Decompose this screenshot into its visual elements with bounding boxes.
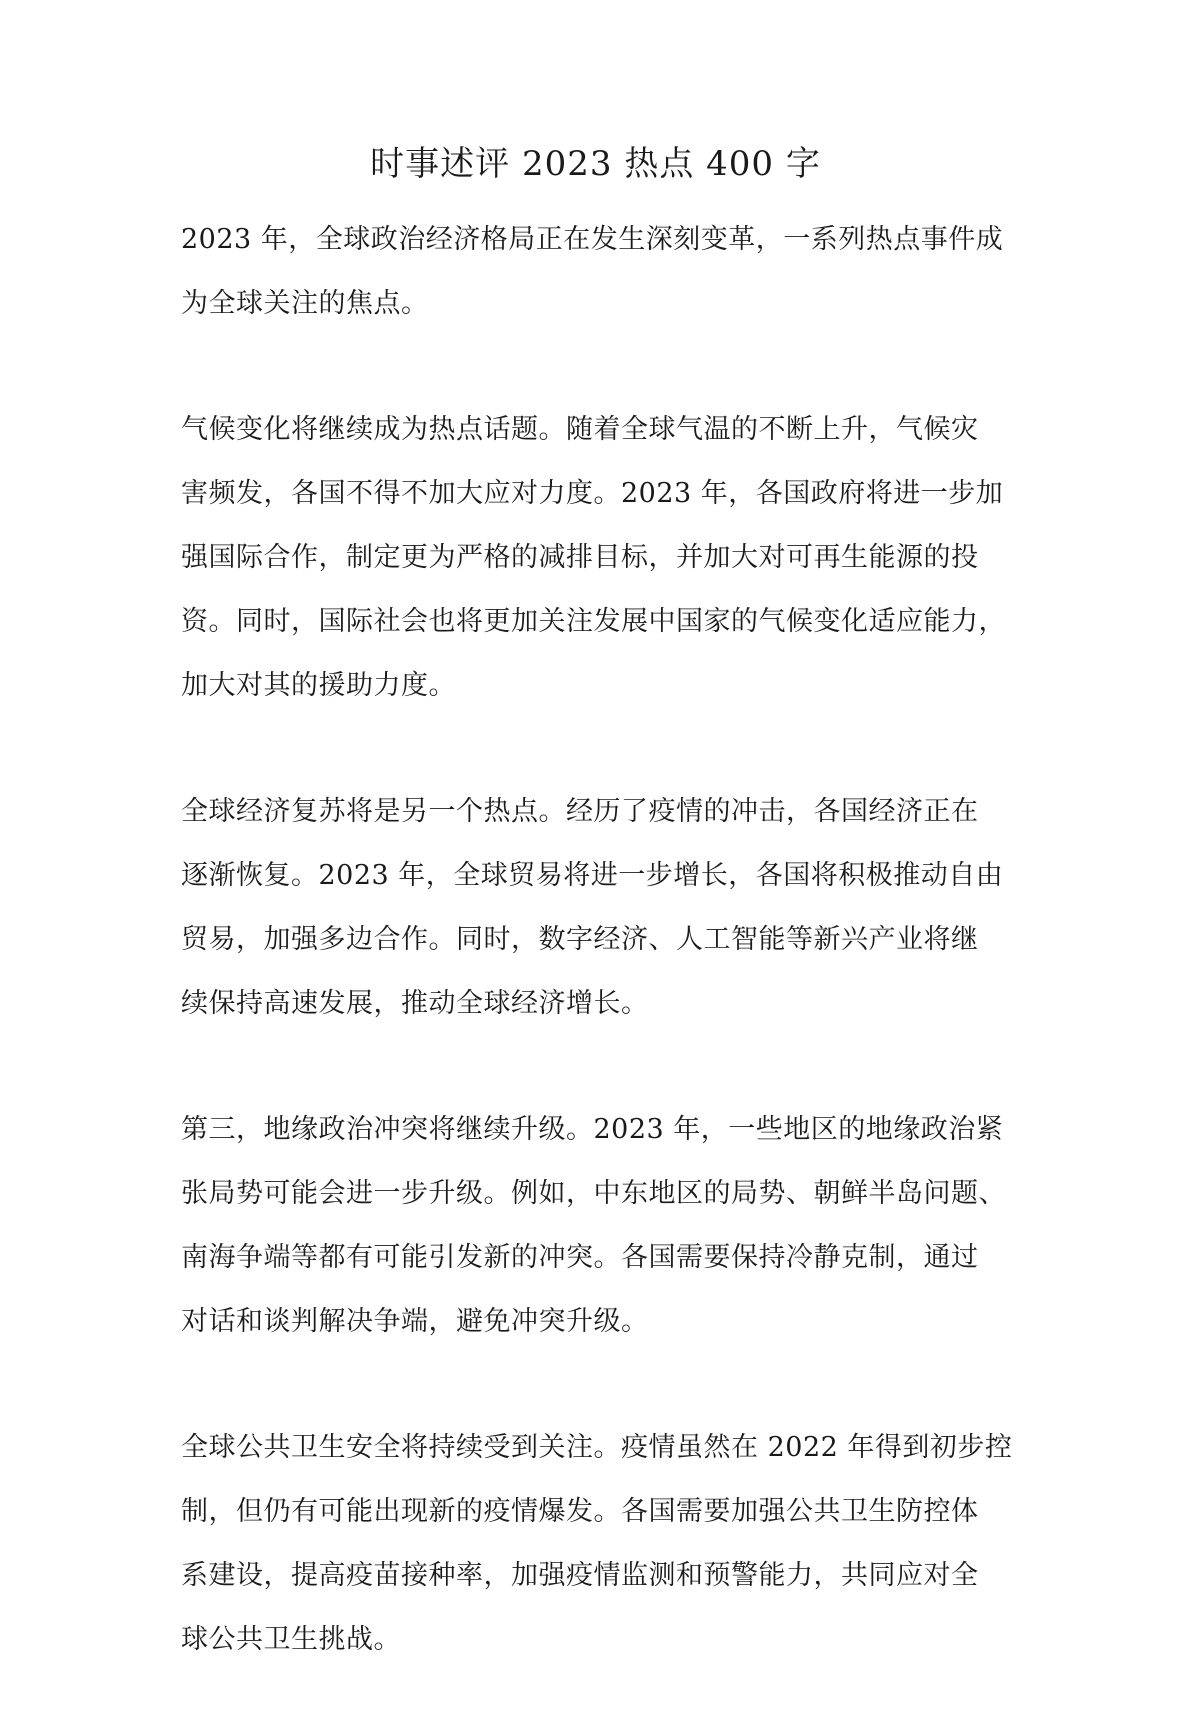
paragraph-line: 加大对其的援助力度。: [181, 670, 456, 701]
paragraph-line: 张局势可能会进一步升级。例如，中东地区的局势、朝鲜半岛问题、: [181, 1178, 1006, 1209]
paragraph-line: 续保持高速发展，推动全球经济增长。: [181, 988, 649, 1019]
paragraph-economy: [181, 780, 1021, 1036]
paragraph-line: 对话和谈判解决争端，避免冲突升级。: [181, 1306, 649, 1337]
paragraph-line: 全球经济复苏将是另一个热点。经历了疫情的冲击，各国经济正在: [181, 796, 979, 827]
paragraph-line: 逐渐恢复。2023 年，全球贸易将进一步增长，各国将积极推动自由: [181, 860, 1004, 891]
paragraph-line: 贸易，加强多边合作。同时，数字经济、人工智能等新兴产业将继: [181, 924, 979, 955]
paragraph-line: 全球公共卫生安全将持续受到关注。疫情虽然在 2022 年得到初步控: [181, 1432, 1013, 1463]
paragraph-line: 第三，地缘政治冲突将继续升级。2023 年，一些地区的地缘政治紧: [181, 1114, 1004, 1145]
paragraph-line: 系建设，提高疫苗接种率，加强疫情监测和预警能力，共同应对全: [181, 1560, 979, 1591]
paragraph-line: 2023 年，全球政治经济格局正在发生深刻变革，一系列热点事件成: [181, 224, 1004, 255]
paragraph-line: 资。同时，国际社会也将更加关注发展中国家的气候变化适应能力，: [181, 606, 1006, 637]
paragraph-line: 南海争端等都有可能引发新的冲突。各国需要保持冷静克制，通过: [181, 1242, 979, 1273]
paragraph-climate: [181, 398, 1021, 718]
paragraph-line: 害频发，各国不得不加大应对力度。2023 年，各国政府将进一步加: [181, 478, 1004, 509]
paragraph-line: 球公共卫生挑战。: [181, 1624, 401, 1655]
document-body: [181, 208, 1021, 1734]
document-title: 时事述评 2023 热点 400 字: [370, 144, 821, 184]
paragraph-line: 为全球关注的焦点。: [181, 288, 429, 319]
paragraph-intro: [181, 208, 1021, 336]
paragraph-public-health: [181, 1416, 1021, 1672]
paragraph-line: 气候变化将继续成为热点话题。随着全球气温的不断上升，气候灾: [181, 414, 979, 445]
paragraph-line: 强国际合作，制定更为严格的减排目标，并加大对可再生能源的投: [181, 542, 979, 573]
paragraph-geopolitics: [181, 1098, 1021, 1354]
paragraph-line: 制，但仍有可能出现新的疫情爆发。各国需要加强公共卫生防控体: [181, 1496, 979, 1527]
